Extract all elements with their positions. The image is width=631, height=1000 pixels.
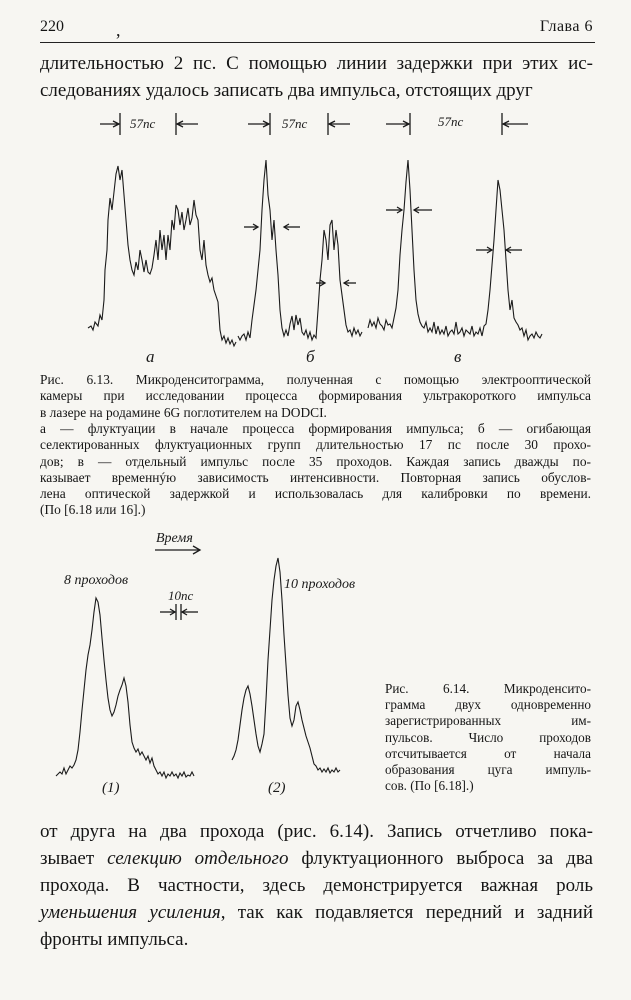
page-number: 220 xyxy=(40,18,64,35)
interval-label-b: 57пс xyxy=(282,116,308,131)
figure-6-13 xyxy=(0,100,631,375)
paragraph-line xyxy=(40,845,593,872)
time-label: Время xyxy=(156,531,193,546)
emphasis-selection: селекцию отдельного xyxy=(107,848,289,869)
caption-line: сов. (По [6.18].) xyxy=(385,778,474,794)
trace-1 xyxy=(56,598,194,778)
caption-legend-line: казывает временнýю зависимость интенсивности. Повторная запись обуслов- xyxy=(40,469,591,485)
paragraph-line: следованиях удалось записать два импульса, отстоящих друг xyxy=(40,80,533,101)
caption-line: отсчитывается от начала xyxy=(385,745,591,761)
caption-6-13 xyxy=(40,372,591,421)
panel-label-a: а xyxy=(146,347,155,366)
panel-label-c: в xyxy=(454,347,462,366)
trace-b xyxy=(238,160,362,340)
caption-6-13-legend xyxy=(40,421,591,519)
emphasis-gain-reduction: уменьшения усиления xyxy=(40,902,221,923)
text-run: флуктуационного выброса за два xyxy=(288,848,593,869)
panel-label-1: (1) xyxy=(102,780,120,796)
paragraph-line: от друга на два прохода (рис. 6.14). Запись отчетливо пока- xyxy=(40,821,593,842)
text-run: , так как подавляется передний и задний xyxy=(220,902,593,923)
trace-a xyxy=(88,166,236,346)
trace-label-1: 8 проходов xyxy=(64,573,129,588)
interval-label-a: 57пс xyxy=(130,116,156,131)
text-run: зывает xyxy=(40,848,108,869)
caption-legend-line: лена оптической задержкой и использовалась для калибровки по времени. xyxy=(40,486,591,502)
caption-legend-line: (По [6.18 или 16].) xyxy=(40,502,146,518)
interval-label-c: 57пс xyxy=(438,114,464,129)
width-arrows-c xyxy=(386,207,522,253)
caption-legend-line: а — флуктуации в начале процесса формирования импульса; б — огибающая xyxy=(40,421,591,436)
caption-line: в лазере на родамине 6G поглотителем на DODCI. xyxy=(40,404,327,420)
figure-6-14 xyxy=(0,520,380,805)
caption-line: грамма двух одновременно xyxy=(385,697,591,713)
header-mark: , xyxy=(116,20,121,40)
caption-line: зарегистрированных им- xyxy=(385,713,591,729)
panel-label-2: (2) xyxy=(268,780,286,796)
paragraph-line: длительностью 2 пс. С помощью линии задержки при этих ис- xyxy=(40,53,593,74)
caption-line: пульсов. Число проходов xyxy=(385,729,591,745)
paragraph-line: прохода. В частности, здесь демонстрируется важная роль xyxy=(40,875,593,896)
interval-label-10ps: 10пс xyxy=(168,588,194,603)
trace-label-2: 10 проходов xyxy=(284,577,356,592)
interval-marker-10ps xyxy=(160,604,198,620)
panel-label-b: б xyxy=(306,347,315,366)
caption-legend-line: дов; в — отдельный импульс после 35 проходов. Каждая запись дважды по- xyxy=(40,453,591,469)
caption-line: камеры при исследовании процесса формирования ультракороткого импульса xyxy=(40,388,591,404)
caption-line: образования цуга импуль- xyxy=(385,762,591,778)
caption-line: Рис. 6.13. Микроденситограмма, полученная с помощью электрооптической xyxy=(40,372,591,387)
chapter-title: Глава 6 xyxy=(539,18,593,35)
paragraph-line xyxy=(40,899,593,926)
header-rule xyxy=(40,42,595,43)
time-arrow xyxy=(155,546,200,554)
paragraph-top xyxy=(40,50,593,104)
paragraph-line: фронты импульса. xyxy=(40,929,189,950)
caption-6-14 xyxy=(385,681,591,794)
paragraph-bottom xyxy=(40,818,593,953)
caption-line: Рис. 6.14. Микроденсито- xyxy=(385,681,591,696)
caption-legend-line: селектированных флуктуационных групп длительностью 17 пс после 30 прохо- xyxy=(40,437,591,453)
